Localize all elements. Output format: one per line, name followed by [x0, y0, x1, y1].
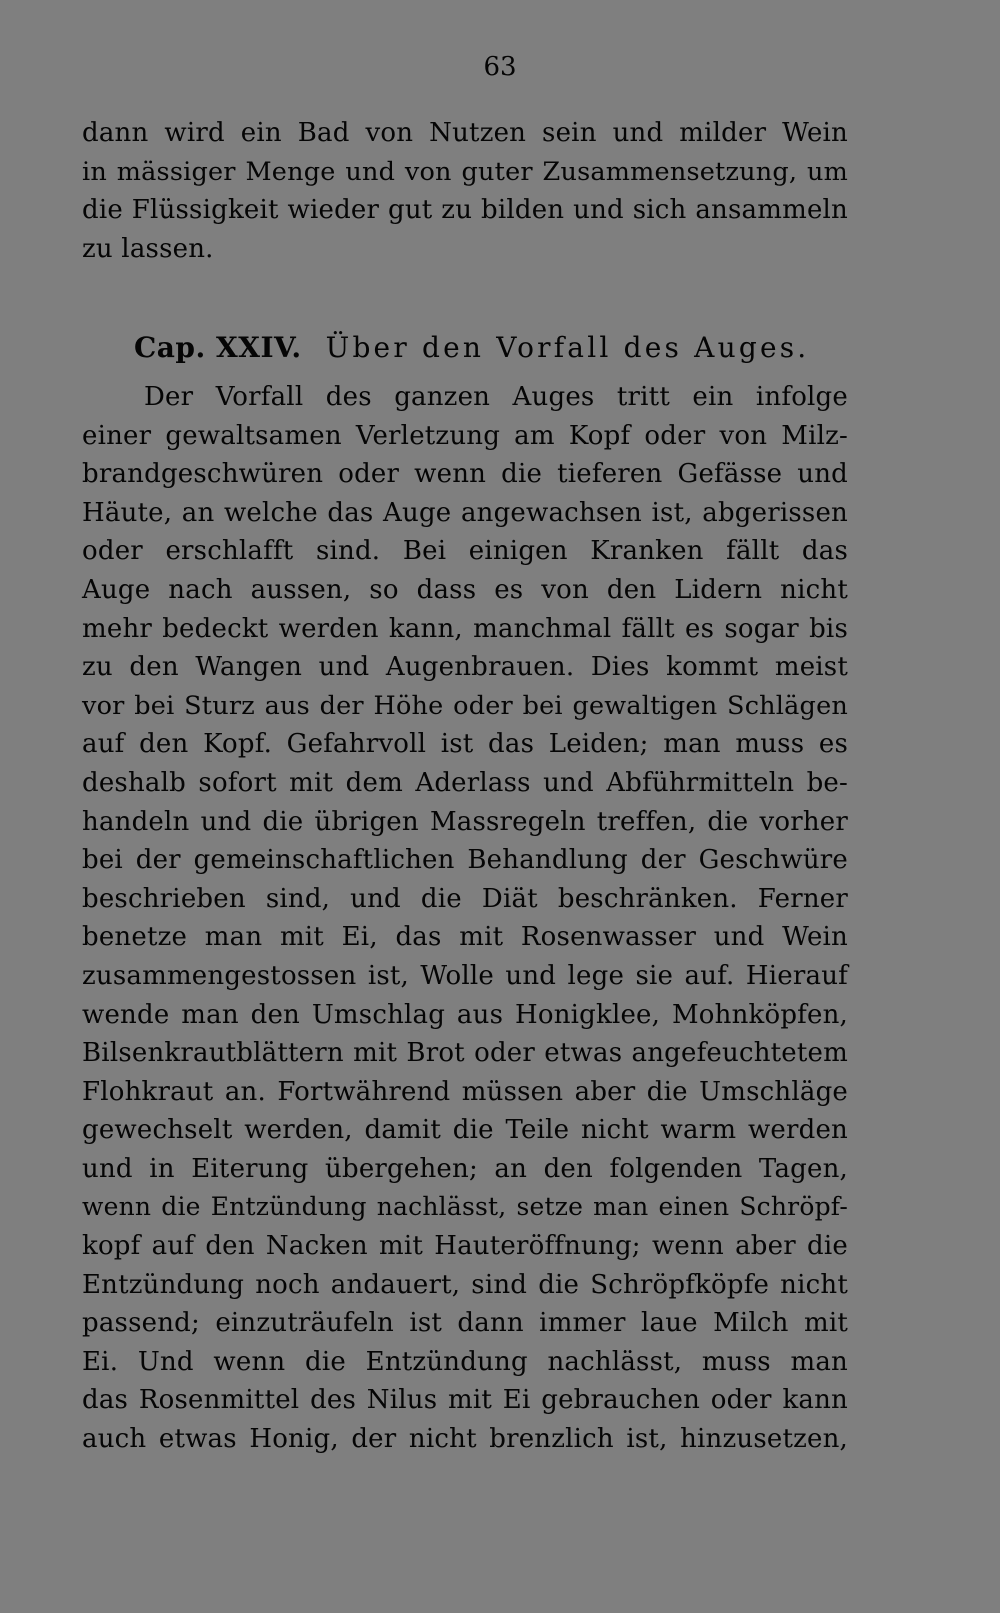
text-line: deshalb sofort mit dem Aderlass und Abführmitteln be-	[82, 767, 848, 798]
chapter-body	[82, 378, 848, 1459]
text-line: auch etwas Honig, der nicht brenzlich ist, hinzusetzen,	[82, 1424, 848, 1455]
chapter-label: Cap. XXIV.	[134, 331, 302, 364]
chapter-title: Über den Vorfall des Auges.	[325, 331, 810, 364]
text-line: gewechselt werden, damit die Teile nicht warm werden	[82, 1115, 848, 1146]
text-line: Auge nach aussen, so dass es von den Lidern nicht	[82, 574, 848, 605]
text-line: zu den Wangen und Augenbrauen. Dies kommt meist	[82, 652, 848, 683]
text-line: Der Vorfall des ganzen Auges tritt ein infolge	[144, 382, 848, 412]
text-line: vor bei Sturz aus der Höhe oder bei gewaltigen Schlägen	[82, 690, 848, 721]
text-line: auf den Kopf. Gefahrvoll ist das Leiden; man muss es	[82, 729, 848, 760]
text-line: passend; einzuträufeln ist dann immer laue Milch mit	[82, 1308, 848, 1339]
text-line: beschrieben sind, und die Diät beschränken. Ferner	[82, 883, 848, 914]
text-line: Flohkraut an. Fortwährend müssen aber die Umschläge	[82, 1076, 848, 1107]
text-line: bei der gemeinschaftlichen Behandlung der Geschwüre	[82, 845, 848, 876]
text-line: in mässiger Menge und von guter Zusammensetzung, um	[82, 156, 848, 187]
text-line: wenn die Entzündung nachlässt, setze man einen Schröpf-	[82, 1192, 848, 1222]
text-line: Ei. Und wenn die Entzündung nachlässt, muss man	[82, 1346, 848, 1377]
text-line: das Rosenmittel des Nilus mit Ei gebrauchen oder kann	[82, 1385, 848, 1416]
text-line: kopf auf den Nacken mit Hauteröffnung; wenn aber die	[82, 1231, 848, 1262]
text-line: dann wird ein Bad von Nutzen sein und milder Wein	[82, 118, 848, 148]
text-line: zusammengestossen ist, Wolle und lege sie auf. Hierauf	[82, 960, 848, 991]
chapter-heading-block	[82, 328, 848, 368]
page-number: 63	[483, 52, 517, 82]
chapter-heading	[82, 328, 848, 368]
text-line: und in Eiterung übergehen; an den folgenden Tagen,	[82, 1153, 848, 1184]
text-line: oder erschlafft sind. Bei einigen Kranken fällt das	[82, 536, 848, 567]
text-line: Häute, an welche das Auge angewachsen ist, abgerissen	[82, 497, 848, 528]
text-line: brandgeschwüren oder wenn die tieferen Gefässe und	[82, 459, 848, 490]
text-line: die Flüssigkeit wieder gut zu bilden und sich ansammeln	[82, 195, 848, 226]
text-line: wende man den Umschlag aus Honigklee, Mohnköpfen,	[82, 999, 848, 1030]
text-line: zu lassen.	[82, 233, 214, 264]
text-line: Bilsenkrautblättern mit Brot oder etwas angefeuchtetem	[82, 1038, 848, 1069]
text-line: mehr bedeckt werden kann, manchmal fällt es sogar bis	[82, 613, 848, 644]
text-line: benetze man mit Ei, das mit Rosenwasser und Wein	[82, 922, 848, 953]
text-line: handeln und die übrigen Massregeln treffen, die vorher	[82, 806, 848, 837]
text-line: einer gewaltsamen Verletzung am Kopf oder von Milz-	[82, 420, 848, 451]
intro-paragraph	[82, 114, 848, 268]
text-line: Entzündung noch andauert, sind die Schröpfköpfe nicht	[82, 1269, 848, 1300]
